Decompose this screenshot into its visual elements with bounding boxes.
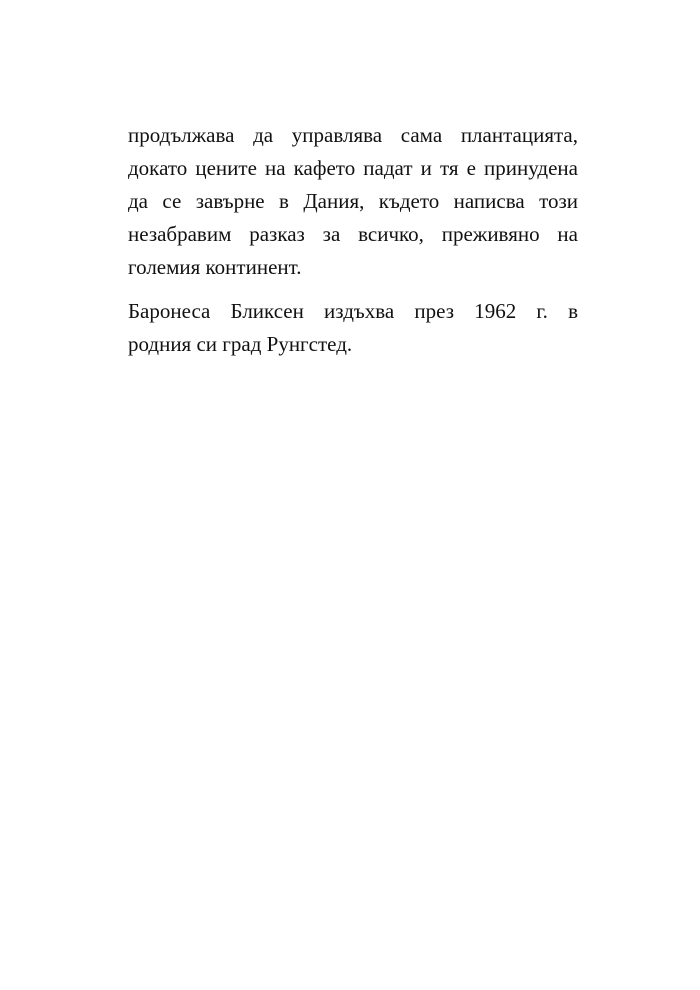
text-line: докато цените на кафето падат и тя е принудена [128, 156, 578, 180]
text-line: Баронеса Бликсен издъхва през 1962 г. в [128, 299, 578, 323]
text-line: родния си град Рунгстед. [128, 332, 353, 356]
body-text [128, 119, 578, 361]
text-line: продължава да управлява сама плантацията, [128, 123, 578, 147]
paragraph-1 [128, 119, 578, 284]
paragraph-2 [128, 295, 578, 361]
text-line: да се завърне в Дания, където написва този [128, 189, 578, 213]
text-line: незабравим разказ за всичко, преживяно на [128, 222, 578, 246]
text-line: големия континент. [128, 255, 302, 279]
